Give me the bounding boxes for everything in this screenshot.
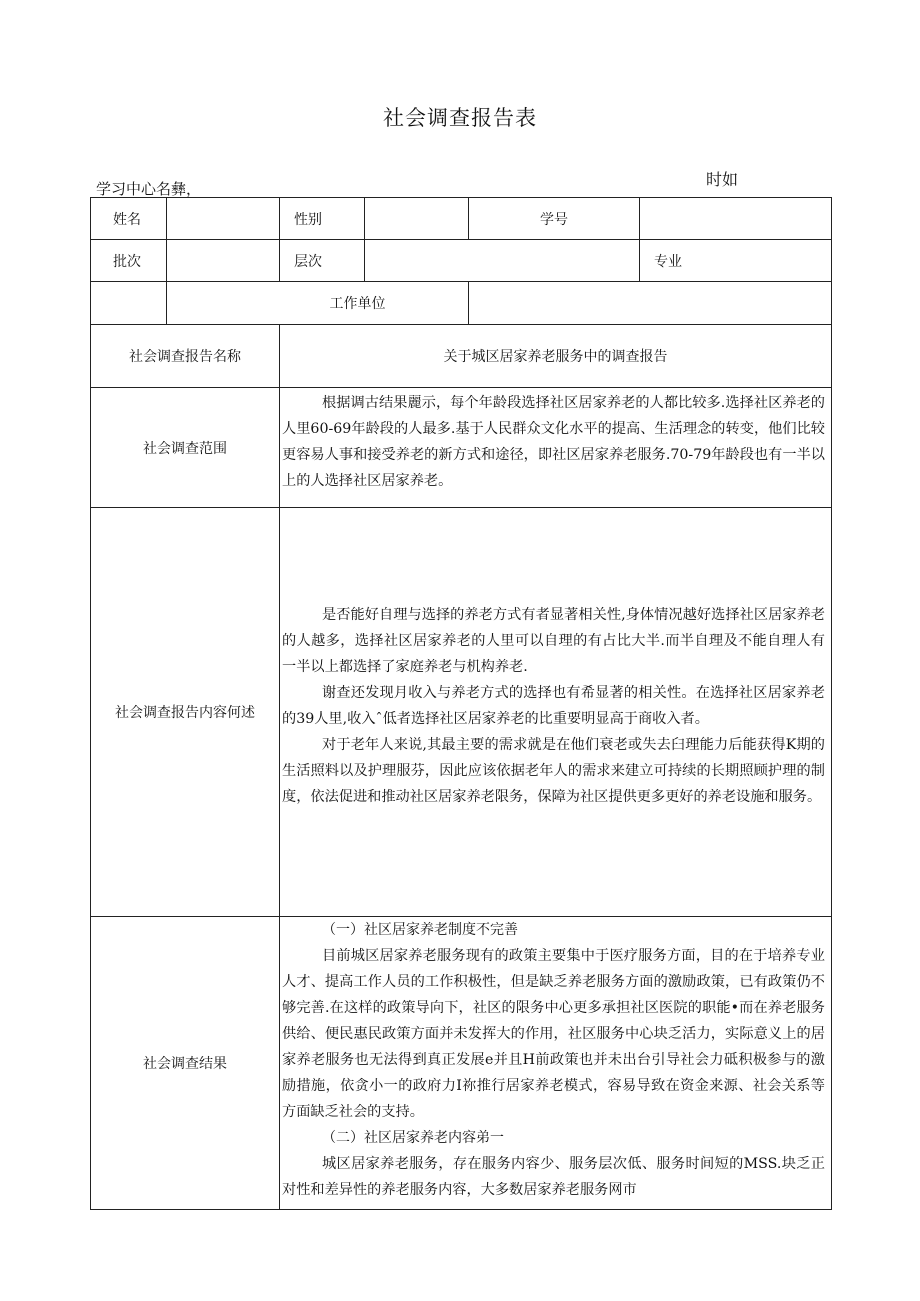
gender-field[interactable] <box>365 198 469 240</box>
content-paragraph: 对于老年人来说,其最主要的需求就是在他们衰老或失去臼理能力后能获得K期的生活照料以及护理服芬，因此应该依据老年人的需求来建立可持续的长期照顾护理的制度，依法促进和推动社区居家养老限务，保障为社区提供更多更好的养老设施和服务。 <box>282 737 825 805</box>
row-result <box>91 917 832 1210</box>
time-label: 时如 <box>706 170 739 189</box>
result-heading: （二）社区居家养老内容弟一 <box>322 1130 504 1146</box>
row-content <box>91 508 832 917</box>
row-basic-2 <box>91 240 832 282</box>
blank-cell <box>91 282 167 325</box>
result-paragraph: 目前城区居家养老服务现有的政策主要集中于医疗服务方面，目的在于培养专业人才、提高工作人员的工作积极性，但是缺乏养老服务方面的激励政策，已有政策仍不够完善.在这样的政策导向下，社区的限务中心更多承担社区医院的职能•而在养老服务供给、便民惠民政策方面并未发挥大的作用，社区服务中心块乏活力，实际意义上的居家养老服务也无法得到真正发展e并且H前政策也并未出台引导社会力砥积极参与的激励措施，依贪小一的政府力I祢推行居家养老模式，容易导致在资金来源、社会关系等方面缺乏社会的支持。 <box>282 948 825 1120</box>
content-label: 社会调查报告内容何述 <box>91 508 280 917</box>
student-id-field[interactable] <box>640 198 832 240</box>
level-label: 层次 <box>280 240 365 282</box>
result-heading: （一）社区居家养老制度不完善 <box>322 922 518 938</box>
row-scope <box>91 388 832 508</box>
result-cell <box>280 917 832 1210</box>
batch-label: 批次 <box>91 240 167 282</box>
scope-text: 根据调古结果麗示，每个年龄段选择社区居家养老的人都比较多.选择社区养老的人里60-69年龄段的人最多.基于人民群众文化水平的提高、生活理念的转变，他们比较更容易人事和接受养老的新方式和途径，即社区居家养老服务.70-79年龄段也有一半以上的人选择社区居家养老。 <box>282 395 825 489</box>
row-report-name <box>91 325 832 388</box>
scope-label: 社会调查范围 <box>91 388 280 508</box>
result-label: 社会调查结果 <box>91 917 280 1210</box>
major-label-text: 专业 <box>654 253 682 270</box>
page-title: 社会调查报告表 <box>383 106 537 130</box>
work-unit-label: 工作单位 <box>167 282 469 325</box>
scope-cell <box>280 388 832 508</box>
student-id-label: 学号 <box>469 198 640 240</box>
gender-label: 性别 <box>280 198 365 240</box>
survey-form-table <box>90 197 832 1210</box>
content-paragraph: 谢查还发现月收入与养老方式的选择也有希显著的相关性。在选择社区居家养老的39人里,收入ˆ低者选择社区居家养老的比重要明显高于商收入者。 <box>282 685 825 727</box>
result-paragraph: 城区居家养老服务，存在服务内容少、服务层次低、服务时间短的MSS.块乏正对性和差异性的养老服务内容，大多数居家养老服务网市 <box>282 1156 825 1198</box>
name-label: 姓名 <box>91 198 167 240</box>
work-unit-field[interactable] <box>469 282 832 325</box>
batch-field[interactable] <box>167 240 280 282</box>
row-basic-1 <box>91 198 832 240</box>
name-field[interactable] <box>167 198 280 240</box>
content-cell <box>280 508 832 917</box>
report-name-value: 关于城区居家养老服务中的调查报告 <box>280 325 832 388</box>
content-paragraph: 是否能好自理与选择的养老方式有者显著相关性,身体情况越好选择社区居家养老的人越多，选择社区居家养老的人里可以自理的有占比大半.而半自理及不能自理人有一半以上都选择了家庭养老与机构养老. <box>282 607 825 675</box>
row-work-unit <box>91 282 832 325</box>
major-label <box>640 240 832 282</box>
report-name-label: 社会调查报告名称 <box>91 325 280 388</box>
level-field[interactable] <box>365 240 640 282</box>
study-center-label: 学习中心名彝， <box>96 180 202 198</box>
